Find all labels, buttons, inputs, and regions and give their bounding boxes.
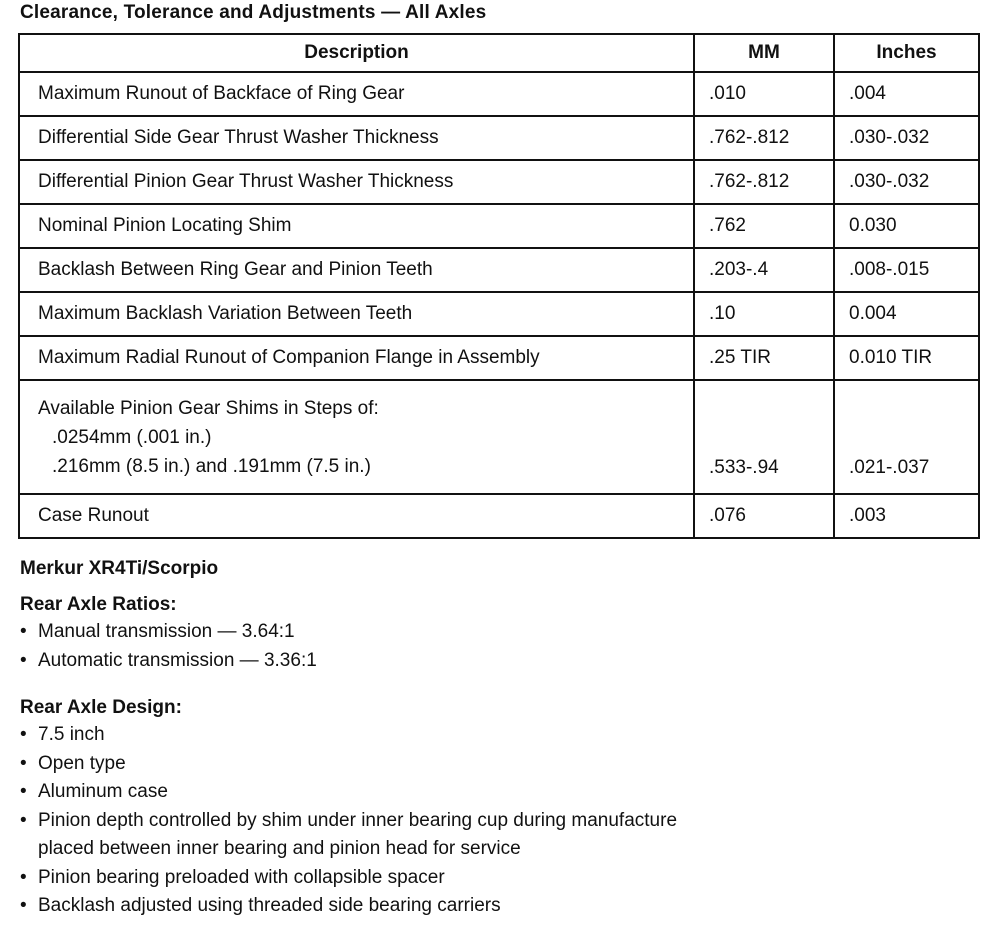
cell-mm: .25 TIR [694, 336, 834, 380]
list-item [20, 892, 677, 921]
cell-mm: .203-.4 [694, 248, 834, 292]
vehicle-heading: Merkur XR4Ti/Scorpio [20, 558, 219, 579]
bullet-icon: • [20, 866, 27, 888]
page-title: Clearance, Tolerance and Adjustments — All Axles [20, 2, 487, 23]
list-item [20, 618, 677, 647]
cell-inches: .004 [834, 72, 979, 116]
cell-inches: .008-.015 [834, 248, 979, 292]
list-item-continuation: placed between inner bearing and pinion head for service [38, 838, 521, 859]
cell-inches: .021-.037 [834, 380, 979, 494]
bullet-icon: • [20, 621, 27, 642]
cell-description: Maximum Backlash Variation Between Teeth [19, 292, 694, 336]
bullet-icon: • [20, 724, 27, 745]
table-header-row [19, 34, 979, 72]
cell-mm: .762-.812 [694, 116, 834, 160]
list-item [20, 647, 677, 676]
cell-description: Backlash Between Ring Gear and Pinion Teeth [19, 248, 694, 292]
cell-mm: .762-.812 [694, 160, 834, 204]
list-item [20, 750, 677, 779]
ratios-list [20, 618, 677, 675]
cell-inches: 0.010 TIR [834, 336, 979, 380]
cell-mm: .533-.94 [694, 380, 834, 494]
cell-description: Nominal Pinion Locating Shim [19, 204, 694, 248]
cell-description: Maximum Radial Runout of Companion Flange in Assembly [19, 336, 694, 380]
column-header-description: Description [19, 34, 694, 72]
table-row [19, 494, 979, 538]
bullet-icon: • [20, 895, 27, 916]
table-row [19, 116, 979, 160]
cell-description: Differential Side Gear Thrust Washer Thickness [19, 116, 694, 160]
table-row [19, 380, 979, 494]
cell-description: Case Runout [19, 494, 694, 538]
list-item-text: Aluminum case [38, 781, 168, 802]
table-row [19, 160, 979, 204]
cell-description: Differential Pinion Gear Thrust Washer Thickness [19, 160, 694, 204]
cell-mm: .010 [694, 72, 834, 116]
list-item [20, 721, 677, 750]
ratios-heading: Rear Axle Ratios: [20, 594, 177, 615]
cell-inches: .030-.032 [834, 116, 979, 160]
table-row [19, 336, 979, 380]
bullet-icon: • [20, 781, 27, 802]
cell-inches: 0.030 [834, 204, 979, 248]
table-row [19, 72, 979, 116]
column-header-mm: MM [694, 34, 834, 72]
column-header-inches: Inches [834, 34, 979, 72]
table-row [19, 204, 979, 248]
list-item-text: Manual transmission — 3.64:1 [38, 621, 295, 642]
list-item-text: Automatic transmission — 3.36:1 [38, 649, 317, 671]
cell-description: Maximum Runout of Backface of Ring Gear [19, 72, 694, 116]
description-line: .0254mm (.001 in.) [52, 426, 212, 448]
list-item [20, 778, 677, 807]
list-item-text: Open type [38, 752, 126, 774]
bullet-icon: • [20, 649, 27, 671]
table-row [19, 248, 979, 292]
list-item [20, 864, 677, 893]
cell-mm: .10 [694, 292, 834, 336]
list-item-text: Pinion bearing preloaded with collapsible spacer [38, 866, 445, 888]
bullet-icon: • [20, 809, 27, 831]
cell-inches: 0.004 [834, 292, 979, 336]
description-line: .216mm (8.5 in.) and .191mm (7.5 in.) [52, 455, 371, 477]
list-item [20, 807, 677, 864]
design-heading: Rear Axle Design: [20, 697, 182, 718]
specifications-table [18, 33, 980, 539]
vehicle-section [20, 558, 677, 921]
list-item-text: 7.5 inch [38, 724, 105, 745]
table-row [19, 292, 979, 336]
list-item-text: Backlash adjusted using threaded side bearing carriers [38, 895, 501, 916]
cell-inches: .030-.032 [834, 160, 979, 204]
cell-description [19, 380, 694, 494]
bullet-icon: • [20, 752, 27, 774]
cell-inches: .003 [834, 494, 979, 538]
list-item-text: Pinion depth controlled by shim under inner bearing cup during manufacture [38, 809, 678, 831]
cell-mm: .076 [694, 494, 834, 538]
description-line: Available Pinion Gear Shims in Steps of: [38, 397, 379, 419]
design-list [20, 721, 677, 921]
cell-mm: .762 [694, 204, 834, 248]
